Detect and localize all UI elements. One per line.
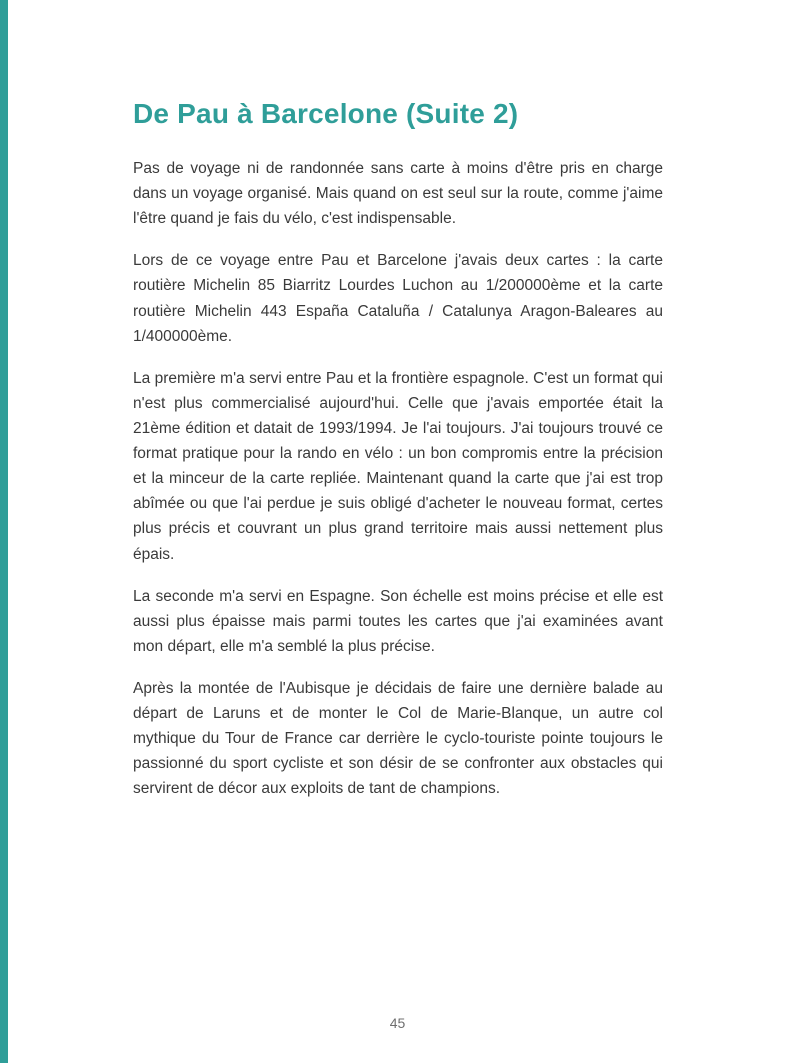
paragraph-2: Lors de ce voyage entre Pau et Barcelone j'avais deux cartes : la carte routière Michelin 85 Biarritz Lourdes Luchon au 1/200000ème et la carte routière Michelin 443 España Cataluña / Catalunya Aragon-Baleares au 1/400000ème. [133,252,663,345]
paragraph-3: La première m'a servi entre Pau et la frontière espagnole. C'est un format qui n'est plus commercialisé aujourd'hui. Celle que j'avais emportée était la 21ème édition et datait de 1993/1994. Je l'ai toujours. J'ai toujours trouvé ce format pratique pour la rando en vélo : un bon compromis entre la précision et la minceur de la carte repliée. Maintenant quand la carte que j'ai est trop abîmée ou que l'ai perdue je suis obligé d'acheter le nouveau format, certes plus précis et couvrant un plus grand territoire mais aussi nettement plus épais. [133,369,663,563]
page-title: De Pau à Barcelone (Suite 2) [133,98,519,129]
paragraph-5: Après la montée de l'Aubisque je décidais de faire une dernière balade au départ de Laruns et de monter le Col de Marie-Blanque, un autre col mythique du Tour de France car derrière le cyclo-touriste pointe toujours le passionné du sport cycliste et son désir de se confronter aux obstacles qui servirent de décor aux exploits de tant de champions. [133,679,663,798]
paragraph-1: Pas de voyage ni de randonnée sans carte à moins d'être pris en charge dans un voyage organisé. Mais quand on est seul sur la route, comme j'aime l'être quand je fais du vélo, c'est indispensable. [133,160,663,228]
paragraph-4: La seconde m'a servi en Espagne. Son échelle est moins précise et elle est aussi plus épaisse mais parmi toutes les cartes que j'ai examinées avant mon départ, elle m'a semblé la plus précise. [133,587,663,655]
left-accent-stripe [0,0,8,1063]
page-number: 45 [389,1015,406,1031]
document-content [133,98,663,819]
